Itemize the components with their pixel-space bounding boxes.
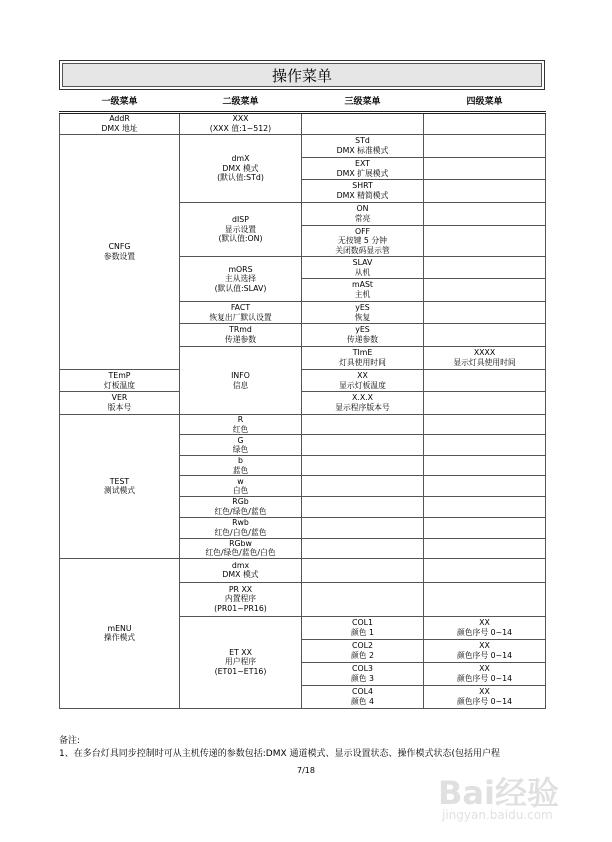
cnfg-disp-cell: dISP 显示设置 (默认值:ON)	[180, 203, 302, 257]
addr-cell: AddR DMX 地址	[60, 113, 180, 135]
table-row: TEST 测试模式 R 红色	[60, 415, 546, 435]
table-row: b 蓝色	[60, 456, 546, 476]
test-cell: TEST 测试模式	[60, 415, 180, 559]
header-level2: 二级菜单	[180, 94, 302, 113]
table-row: Rwb 红色/白色/蓝色	[60, 517, 546, 538]
table-row: mENU 操作模式 dmx DMX 模式	[60, 558, 546, 582]
page-title: 操作菜单	[62, 63, 542, 87]
baidu-watermark	[438, 768, 608, 826]
option-cell: OFF 无按键 5 分钟 关闭数码显示管	[302, 226, 424, 257]
note-text: 1、在多台灯具同步控制时可从主机传递的参数包括:DMX 通道模式、显示设置状态、操作模式状态(包括用户程	[59, 749, 500, 759]
cnfg-mors-cell: mORS 主从选择 (默认值:SLAV)	[180, 257, 302, 302]
cnfg-dmx-cell: dmX DMX 模式 (默认值:STd)	[180, 135, 302, 203]
page-number: 7/18	[297, 766, 315, 775]
table-row: COL3 颜色 3 XX 颜色序号 0~14	[60, 662, 546, 685]
table-row: RGbw 红色/绿色/蓝色/白色	[60, 538, 546, 558]
watermark-logo: Bai经验	[438, 774, 559, 812]
option-cell: EXT DMX 扩展模式	[302, 158, 424, 180]
table-row: ET XX 用户程序 (ET01~ET16) COL1 颜色 1 XX 颜色序号 0~14	[60, 616, 546, 639]
info-cell: INFO 信息	[180, 347, 302, 415]
cnfg-fact-cell: FACT 恢复出厂默认设置	[180, 302, 302, 324]
header-level3: 三级菜单	[302, 94, 424, 113]
table-header-row	[60, 94, 546, 113]
table-row	[60, 113, 546, 135]
menu-table	[59, 94, 546, 709]
table-row: PR XX 内置程序 (PR01~PR16)	[60, 582, 546, 616]
table-row: INFO 信息 TImE 灯具使用时间 XXXX 显示灯具使用时间	[60, 347, 546, 370]
option-cell: yES 恢复	[302, 302, 424, 324]
addr-value-cell: XXX (XXX 值:1~512)	[180, 113, 302, 135]
table-row: G 绿色	[60, 435, 546, 456]
option-cell: mASt 主机	[302, 279, 424, 302]
option-cell: SLAV 从机	[302, 257, 424, 279]
option-cell: ON 常亮	[302, 203, 424, 226]
watermark-url: jingyan.baidu.com	[442, 808, 553, 822]
header-level4: 四级菜单	[424, 94, 546, 113]
cnfg-trmd-cell: TRmd 传递参数	[180, 324, 302, 347]
table-row	[60, 135, 546, 158]
option-cell: SHRT DMX 精简模式	[302, 180, 424, 203]
header-level1: 一级菜单	[60, 94, 180, 113]
menu-et-cell: ET XX 用户程序 (ET01~ET16)	[180, 616, 302, 708]
table-row: COL2 颜色 2 XX 颜色序号 0~14	[60, 639, 546, 662]
table-row: w 白色	[60, 476, 546, 497]
table-row: VER 版本号 X.X.X 显示程序版本号	[60, 392, 546, 415]
table-row: COL4 颜色 4 XX 颜色序号 0~14	[60, 685, 546, 708]
table-row: RGb 红色/绿色/蓝色	[60, 497, 546, 517]
option-cell: STd DMX 标准模式	[302, 135, 424, 158]
option-cell: yES 传递参数	[302, 324, 424, 347]
menu-cell: mENU 操作模式	[60, 558, 180, 708]
cnfg-cell: CNFG 参数设置	[60, 135, 180, 370]
table-row: TEmP 灯板温度 XX 显示灯板温度	[60, 370, 546, 392]
title-box	[59, 60, 545, 90]
note-label: 备注:	[59, 736, 81, 746]
